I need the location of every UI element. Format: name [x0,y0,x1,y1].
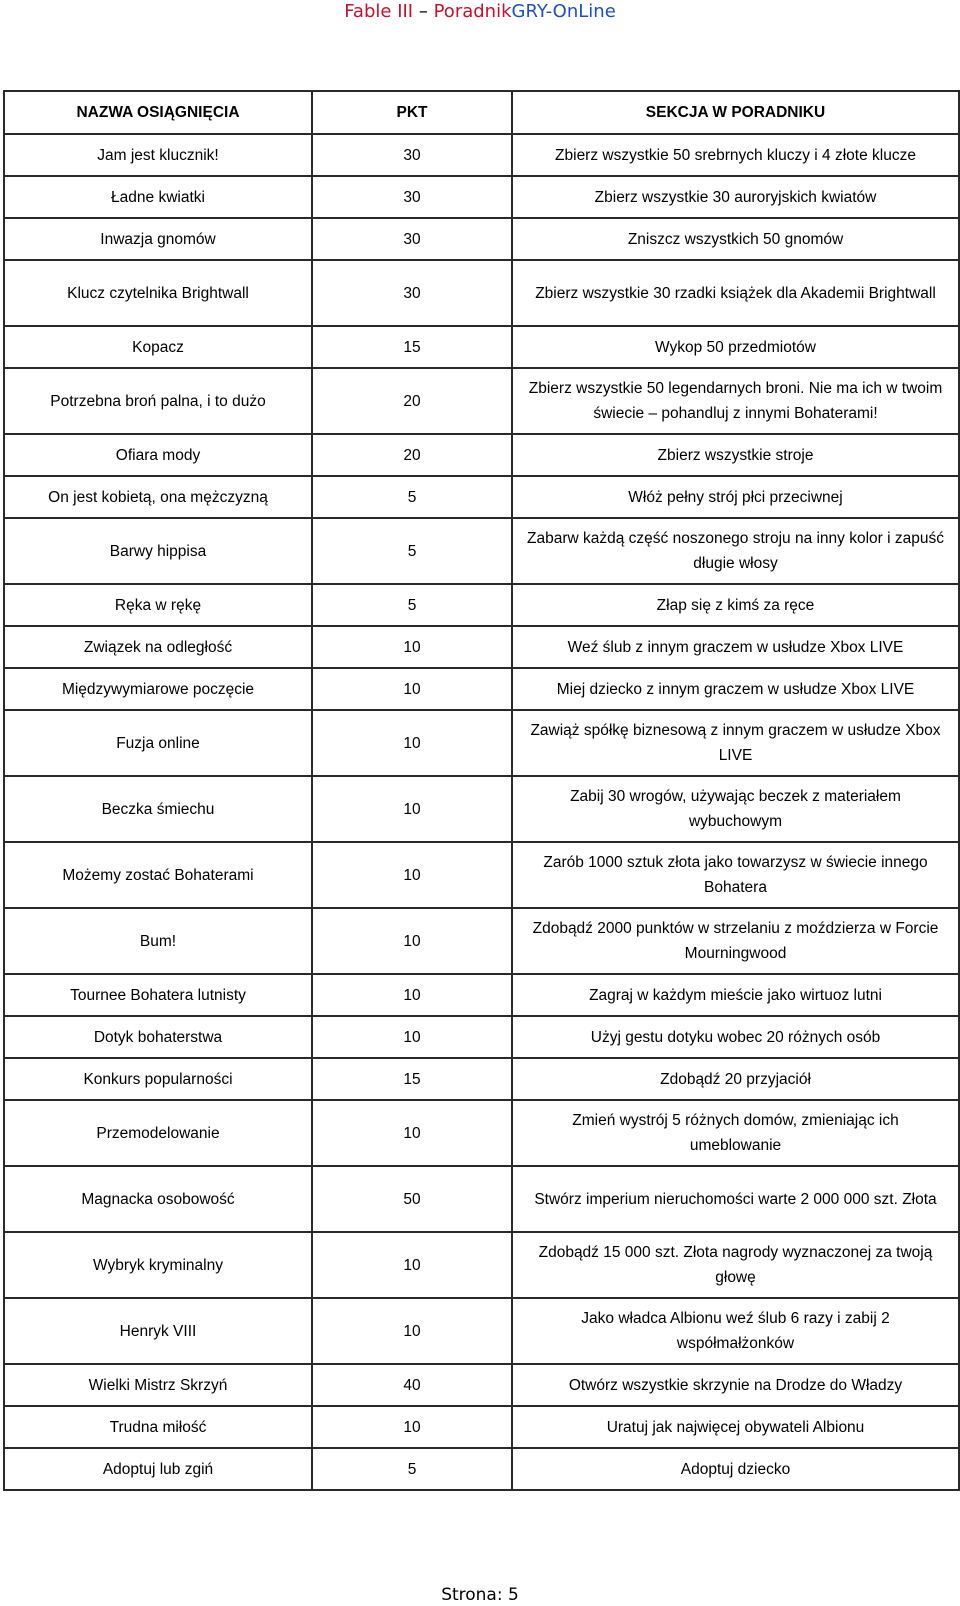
achievement-name-cell: Bum! [4,908,312,974]
guide-section-cell: Zdobądź 20 przyjaciół [512,1058,959,1100]
guide-section-cell: Otwórz wszystkie skrzynie na Drodze do Władzy [512,1364,959,1406]
table-row [4,584,959,626]
achievement-name-cell: Konkurs popularności [4,1058,312,1100]
table-row [4,134,959,176]
table-row [4,908,959,974]
table-row [4,668,959,710]
guide-section-cell: Zdobądź 2000 punktów w strzelaniu z moździerza w Forcie Mourningwood [512,908,959,974]
achievement-name-cell: Barwy hippisa [4,518,312,584]
table-row [4,260,959,326]
points-cell: 10 [312,626,512,668]
table-row [4,1016,959,1058]
achievement-name-cell: Magnacka osobowość [4,1166,312,1232]
points-cell: 30 [312,218,512,260]
points-cell: 10 [312,842,512,908]
column-header-name: NAZWA OSIĄGNIĘCIA [4,91,312,134]
points-cell: 10 [312,668,512,710]
guide-section-cell: Zarób 1000 sztuk złota jako towarzysz w świecie innego Bohatera [512,842,959,908]
points-cell: 20 [312,434,512,476]
points-cell: 30 [312,260,512,326]
points-cell: 5 [312,584,512,626]
guide-section-cell: Uratuj jak najwięcej obywateli Albionu [512,1406,959,1448]
points-cell: 10 [312,776,512,842]
table-row [4,1364,959,1406]
table-row [4,1232,959,1298]
guide-section-cell: Wykop 50 przedmiotów [512,326,959,368]
achievement-name-cell: Wielki Mistrz Skrzyń [4,1364,312,1406]
guide-section-cell: Zdobądź 15 000 szt. Złota nagrody wyznaczonej za twoją głowę [512,1232,959,1298]
table-row [4,1298,959,1364]
points-cell: 5 [312,476,512,518]
achievement-name-cell: Związek na odległość [4,626,312,668]
achievement-name-cell: Możemy zostać Bohaterami [4,842,312,908]
guide-section-cell: Miej dziecko z innym graczem w usłudze Xbox LIVE [512,668,959,710]
achievement-name-cell: Ofiara mody [4,434,312,476]
guide-section-cell: Zawiąż spółkę biznesową z innym graczem w usłudze Xbox LIVE [512,710,959,776]
header-game-title: Fable III [344,1,414,22]
achievement-name-cell: On jest kobietą, ona mężczyzną [4,476,312,518]
guide-section-cell: Zniszcz wszystkich 50 gnomów [512,218,959,260]
points-cell: 10 [312,1232,512,1298]
guide-section-cell: Jako władca Albionu weź ślub 6 razy i zabij 2 współmałżonków [512,1298,959,1364]
table-row [4,434,959,476]
table-row [4,626,959,668]
points-cell: 10 [312,974,512,1016]
table-row [4,218,959,260]
points-cell: 15 [312,326,512,368]
points-cell: 50 [312,1166,512,1232]
achievement-name-cell: Międzywymiarowe poczęcie [4,668,312,710]
points-cell: 5 [312,518,512,584]
table-row [4,974,959,1016]
achievement-name-cell: Ładne kwiatki [4,176,312,218]
guide-section-cell: Zmień wystrój 5 różnych domów, zmieniając ich umeblowanie [512,1100,959,1166]
table-header-row [4,91,959,134]
achievement-name-cell: Wybryk kryminalny [4,1232,312,1298]
points-cell: 5 [312,1448,512,1490]
achievement-name-cell: Przemodelowanie [4,1100,312,1166]
guide-section-cell: Zbierz wszystkie stroje [512,434,959,476]
achievement-name-cell: Adoptuj lub zgiń [4,1448,312,1490]
points-cell: 10 [312,1298,512,1364]
table-row [4,1058,959,1100]
header-publisher: GRY-OnLine [511,1,616,22]
achievement-name-cell: Klucz czytelnika Brightwall [4,260,312,326]
guide-section-cell: Zabij 30 wrogów, używając beczek z materiałem wybuchowym [512,776,959,842]
guide-section-cell: Zabarw każdą część noszonego stroju na inny kolor i zapuść długie włosy [512,518,959,584]
guide-section-cell: Użyj gestu dotyku wobec 20 różnych osób [512,1016,959,1058]
table-row [4,326,959,368]
table-row [4,1406,959,1448]
achievement-name-cell: Beczka śmiechu [4,776,312,842]
table-row [4,1166,959,1232]
achievement-name-cell: Inwazja gnomów [4,218,312,260]
achievement-name-cell: Dotyk bohaterstwa [4,1016,312,1058]
header-separator: – [418,1,428,22]
table-row [4,368,959,434]
guide-section-cell: Złap się z kimś za ręce [512,584,959,626]
points-cell: 10 [312,1100,512,1166]
points-cell: 30 [312,176,512,218]
achievement-name-cell: Tournee Bohatera lutnisty [4,974,312,1016]
guide-section-cell: Zbierz wszystkie 30 auroryjskich kwiatów [512,176,959,218]
achievement-name-cell: Fuzja online [4,710,312,776]
points-cell: 40 [312,1364,512,1406]
guide-section-cell: Stwórz imperium nieruchomości warte 2 000 000 szt. Złota [512,1166,959,1232]
achievement-name-cell: Potrzebna broń palna, i to dużo [4,368,312,434]
table-row [4,176,959,218]
table-row [4,518,959,584]
guide-section-cell: Adoptuj dziecko [512,1448,959,1490]
guide-section-cell: Włóż pełny strój płci przeciwnej [512,476,959,518]
table-row [4,1100,959,1166]
points-cell: 10 [312,710,512,776]
table-row [4,710,959,776]
points-cell: 20 [312,368,512,434]
achievement-name-cell: Kopacz [4,326,312,368]
guide-section-cell: Weź ślub z innym graczem w usłudze Xbox LIVE [512,626,959,668]
guide-section-cell: Zbierz wszystkie 50 srebrnych kluczy i 4 złote klucze [512,134,959,176]
achievement-name-cell: Trudna miłość [4,1406,312,1448]
guide-section-cell: Zagraj w każdym mieście jako wirtuoz lutni [512,974,959,1016]
guide-section-cell: Zbierz wszystkie 50 legendarnych broni. Nie ma ich w twoim świecie – pohandluj z innymi Bohaterami! [512,368,959,434]
achievements-table [3,90,960,1491]
page-number: Strona: 5 [441,1585,519,1605]
points-cell: 10 [312,1016,512,1058]
achievement-name-cell: Ręka w rękę [4,584,312,626]
table-body [4,134,959,1490]
points-cell: 10 [312,1406,512,1448]
column-header-section: SEKCJA W PORADNIKU [512,91,959,134]
achievement-name-cell: Jam jest klucznik! [4,134,312,176]
header-guide-label: Poradnik [433,1,512,22]
table-row [4,1448,959,1490]
column-header-points: PKT [312,91,512,134]
points-cell: 30 [312,134,512,176]
table-row [4,776,959,842]
guide-section-cell: Zbierz wszystkie 30 rzadki książek dla Akademii Brightwall [512,260,959,326]
table-row [4,842,959,908]
page-header [0,0,960,24]
points-cell: 15 [312,1058,512,1100]
table-row [4,476,959,518]
points-cell: 10 [312,908,512,974]
achievement-name-cell: Henryk VIII [4,1298,312,1364]
